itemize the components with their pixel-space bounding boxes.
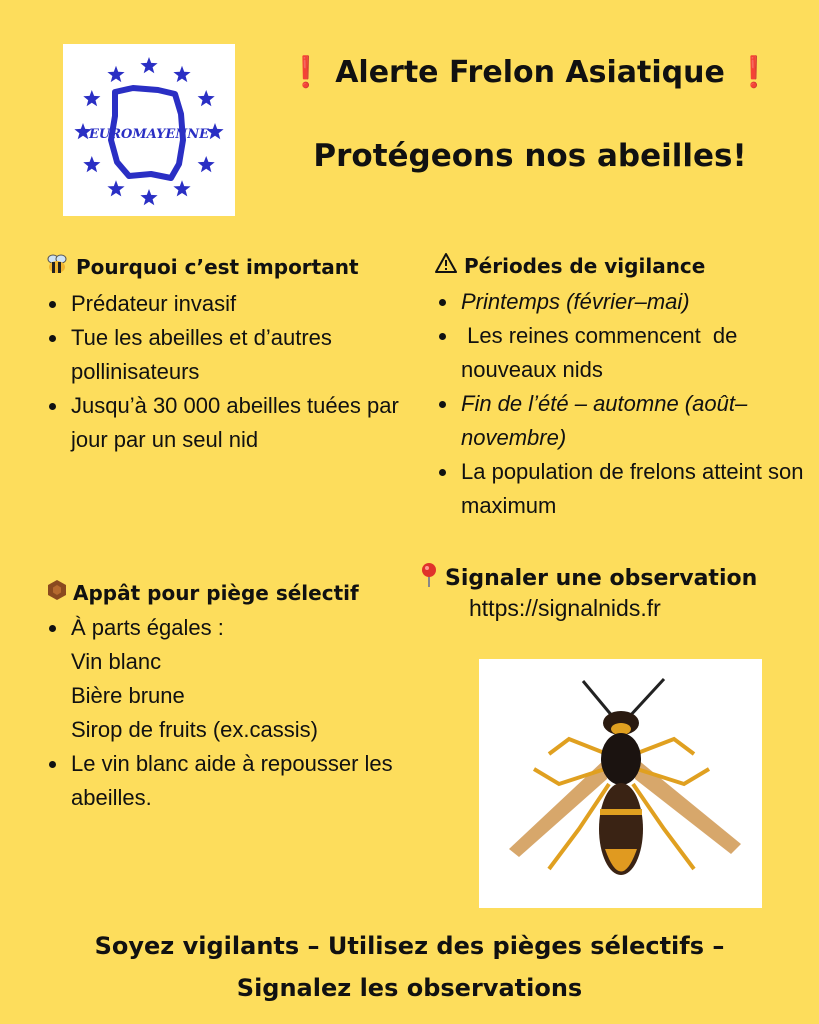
why-section <box>45 252 415 457</box>
warning-icon <box>435 252 457 279</box>
page-title <box>250 55 810 90</box>
report-heading: Signaler une observation <box>420 562 815 594</box>
bee-icon <box>45 252 69 281</box>
ingredient: Vin blanc <box>71 649 162 674</box>
bait-heading: Appât pour piège sélectif <box>45 578 425 607</box>
euromayenne-logo-icon <box>63 44 235 216</box>
page-subtitle: Protégeons nos abeilles! <box>313 138 747 174</box>
periods-list <box>435 285 810 523</box>
report-url[interactable]: https://signalnids.fr <box>469 595 661 621</box>
periods-section <box>435 252 815 523</box>
footer-line: Soyez vigilants – Utilisez des pièges sélectifs – <box>94 932 725 960</box>
pin-icon <box>420 562 438 594</box>
report-section <box>420 562 815 594</box>
hive-icon <box>45 578 69 607</box>
footer-line: Signalez les observations <box>236 974 583 1002</box>
bait-list <box>45 611 415 815</box>
exclamation-icon: ❗ <box>735 55 773 90</box>
star-icon <box>140 57 157 73</box>
footer-call-to-action <box>0 925 819 1009</box>
euromayenne-logo <box>63 44 235 216</box>
star-icon <box>198 156 215 172</box>
list-item: Les reines commencent de nouveaux nids <box>435 319 810 387</box>
star-icon <box>173 66 190 82</box>
list-item: Tue les abeilles et d’autres pollinisateurs <box>45 321 405 389</box>
periods-heading: Périodes de vigilance <box>435 252 815 279</box>
star-icon <box>83 90 100 106</box>
star-icon <box>173 180 190 196</box>
asian-hornet-photo <box>479 659 762 908</box>
why-heading: Pourquoi c’est important <box>45 252 415 281</box>
star-icon <box>140 189 157 205</box>
list-item: Prédateur invasif <box>45 287 405 321</box>
star-icon <box>198 90 215 106</box>
list-item: La population de frelons atteint son maximum <box>435 455 810 523</box>
list-item: Fin de l’été – automne (août–novembre) <box>435 387 810 455</box>
exclamation-icon: ❗ <box>287 55 325 90</box>
list-item: Printemps (février–mai) <box>435 285 810 319</box>
why-list <box>45 287 405 457</box>
bait-section <box>45 578 425 815</box>
ingredient: Sirop de fruits (ex.cassis) <box>71 717 318 742</box>
title-text: Alerte Frelon Asiatique <box>335 55 725 90</box>
list-item: À parts égales : Vin blanc Bière brune Sirop de fruits (ex.cassis) <box>45 611 415 747</box>
star-icon <box>83 156 100 172</box>
logo-text: EUROMAYENNE <box>88 127 210 142</box>
ingredient: Bière brune <box>71 683 185 708</box>
star-icon <box>107 180 124 196</box>
list-item: Le vin blanc aide à repousser les abeilles. <box>45 747 415 815</box>
list-item: Jusqu’à 30 000 abeilles tuées par jour par un seul nid <box>45 389 405 457</box>
star-icon <box>107 66 124 82</box>
